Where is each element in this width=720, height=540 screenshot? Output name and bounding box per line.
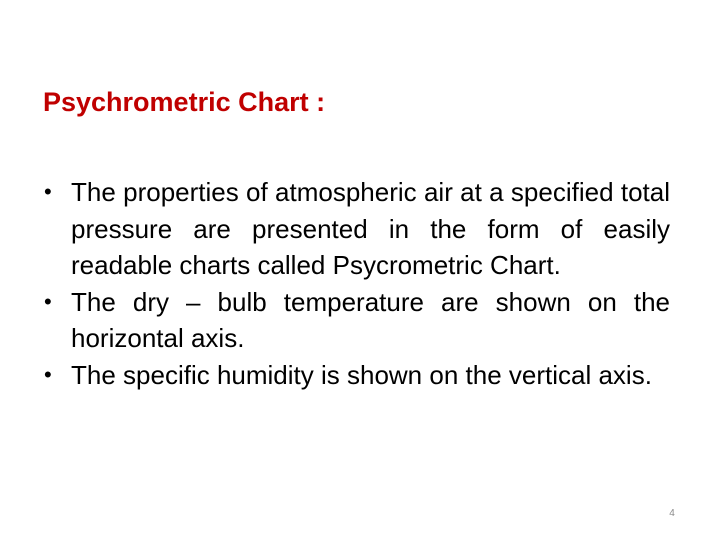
bullet-item xyxy=(44,284,670,357)
bullet-item xyxy=(44,357,670,394)
bullet-text: The dry – bulb temperature are shown on the horizontal axis. xyxy=(71,286,670,353)
bullet-list xyxy=(44,174,670,393)
bullet-point-icon: • xyxy=(44,361,52,387)
bullet-text: The properties of atmospheric air at a specified total pressure are presented in the form of easily readable charts called Psycrometric Chart. xyxy=(71,177,670,280)
bullet-point-icon: • xyxy=(44,179,52,204)
bullet-item xyxy=(44,174,670,284)
bullet-point-icon: • xyxy=(44,288,52,314)
bullet-text: The specific humidity is shown on the vertical axis. xyxy=(71,359,652,390)
page-number: 4 xyxy=(669,508,675,519)
slide-title: Psychrometric Chart : xyxy=(43,87,326,117)
